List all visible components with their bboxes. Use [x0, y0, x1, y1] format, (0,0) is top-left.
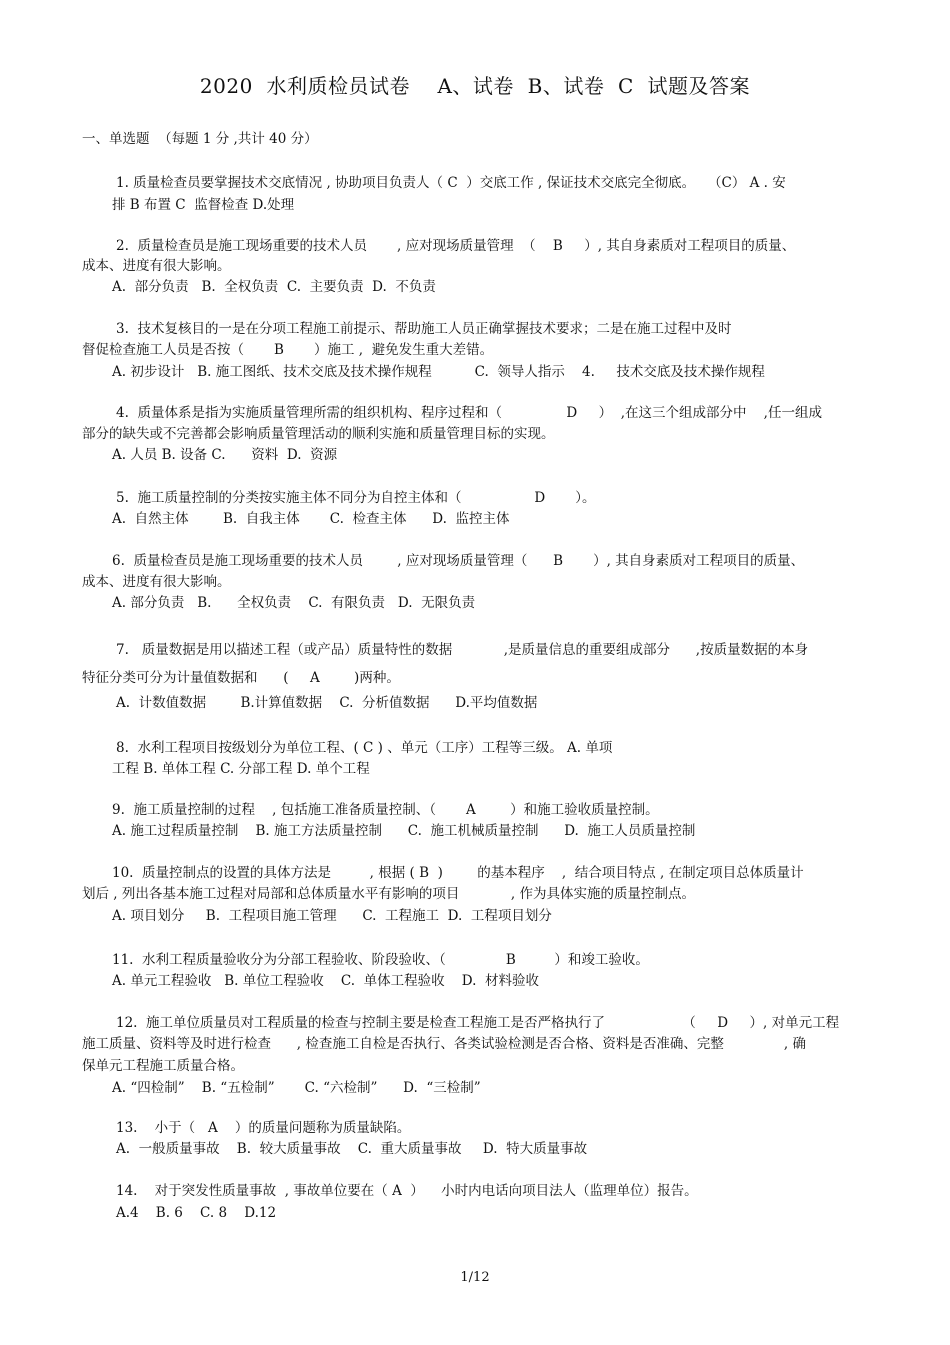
question-12-line-2: 施工质量、资料等及时进行检查 , 检查施工自检是否执行、各类试验检测是否合格、资料是否准确、完整 , 确: [82, 1036, 806, 1052]
question-4-options: A. 人员 B. 设备 C. 资料 D. 资源: [112, 447, 338, 463]
question-2-line-1: 2. 质量检查员是施工现场重要的技术人员 , 应对现场质量管理 （ B ）, 其自身素质对工程项目的质量、: [116, 238, 796, 254]
question-3-line-2: 督促检查施工人员是否按（ B ）施工 , 避免发生重大差错。: [82, 342, 494, 358]
question-6-options: A. 部分负责 B. 全权负责 C. 有限负责 D. 无限负责: [112, 595, 476, 611]
question-5-options: A. 自然主体 B. 自我主体 C. 检查主体 D. 监控主体: [112, 511, 510, 527]
document-title: 2020 水利质检员试卷 A、试卷 B、试卷 C 试题及答案: [199, 74, 751, 98]
question-6-line-1: 6. 质量检查员是施工现场重要的技术人员 , 应对现场质量管理（ B ）, 其自身素质对工程项目的质量、: [112, 553, 805, 569]
question-10-line-2: 划后 , 列出各基本施工过程对局部和总体质量水平有影响的项目 , 作为具体实施的质量控制点。: [82, 886, 695, 902]
question-11-line-1: 11. 水利工程质量验收分为分部工程验收、阶段验收、（ B ）和竣工验收。: [112, 952, 649, 968]
question-8-line-1: 8. 水利工程项目按级划分为单位工程、( C ) 、单元（工序）工程等三级。 A. 单项: [116, 740, 613, 756]
question-2-line-2: 成本、进度有很大影响。: [82, 258, 231, 274]
question-4-line-1: 4. 质量体系是指为实施质量管理所需的组织机构、程序过程和（ D ） ,在这三个组成部分中 ,任一组成: [116, 405, 822, 421]
question-8-line-2: 工程 B. 单体工程 C. 分部工程 D. 单个工程: [112, 761, 370, 777]
question-10-line-1: 10. 质量控制点的设置的具体方法是 , 根据 ( B ) 的基本程序 , 结合项目特点 , 在制定项目总体质量计: [112, 865, 804, 881]
question-7-line-2: 特征分类可分为计量值数据和 ( A )两种。: [82, 670, 400, 686]
question-12-line-1: 12. 施工单位质量员对工程质量的检查与控制主要是检查工程施工是否严格执行了 （ D ）, 对单元工程: [116, 1015, 840, 1031]
section-heading: 一、单选题 （每题 1 分 ,共计 40 分）: [82, 131, 318, 147]
question-2-options: A. 部分负责 B. 全权负责 C. 主要负责 D. 不负责: [112, 279, 436, 295]
question-5-line-1: 5. 施工质量控制的分类按实施主体不同分为自控主体和（ D ）。: [116, 490, 596, 506]
question-1-line-2: 排 B 布置 C 监督检查 D.处理: [112, 197, 295, 213]
question-4-line-2: 部分的缺失或不完善都会影响质量管理活动的顺利实施和质量管理目标的实现。: [82, 426, 555, 442]
question-11-options: A. 单元工程验收 B. 单位工程验收 C. 单体工程验收 D. 材料验收: [112, 973, 539, 989]
page-number: 1/12: [460, 1270, 490, 1285]
question-10-options: A. 项目划分 B. 工程项目施工管理 C. 工程施工 D. 工程项目划分: [112, 908, 552, 924]
question-3-line-1: 3. 技术复核目的一是在分项工程施工前提示、帮助施工人员正确掌握技术要求；二是在施工过程中及时: [116, 321, 732, 337]
question-3-options: A. 初步设计 B. 施工图纸、技术交底及技术操作规程 C. 领导人指示 4. 技术交底及技术操作规程: [112, 364, 765, 380]
question-13-line-1: 13. 小于（ A ）的质量问题称为质量缺陷。: [116, 1120, 411, 1136]
question-12-line-3: 保单元工程施工质量合格。: [82, 1058, 244, 1074]
question-6-line-2: 成本、进度有很大影响。: [82, 574, 231, 590]
question-7-options: A. 计数值数据 B.计算值数据 C. 分析值数据 D.平均值数据: [116, 695, 538, 711]
question-13-options: A. 一般质量事故 B. 较大质量事故 C. 重大质量事故 D. 特大质量事故: [116, 1141, 588, 1157]
question-14-line-1: 14. 对于突发性质量事故 , 事故单位要在（ A ） 小时内电话向项目法人（监理单位）报告。: [116, 1183, 698, 1199]
question-9-line-1: 9. 施工质量控制的过程 , 包括施工准备质量控制、（ A ）和施工验收质量控制。: [112, 802, 659, 818]
question-9-options: A. 施工过程质量控制 B. 施工方法质量控制 C. 施工机械质量控制 D. 施工人员质量控制: [112, 823, 696, 839]
question-14-options: A.4 B. 6 C. 8 D.12: [116, 1205, 277, 1221]
question-7-line-1: 7. 质量数据是用以描述工程（或产品）质量特性的数据 ,是质量信息的重要组成部分 ,按质量数据的本身: [116, 642, 809, 658]
question-1-line-1: 1. 质量检查员要掌握技术交底情况 , 协助项目负责人（ C ）交底工作 , 保证技术交底完全彻底。 （C） A . 安: [116, 175, 786, 191]
question-12-options: A. “四检制” B. “五检制” C. “六检制” D. “三检制”: [112, 1080, 481, 1096]
